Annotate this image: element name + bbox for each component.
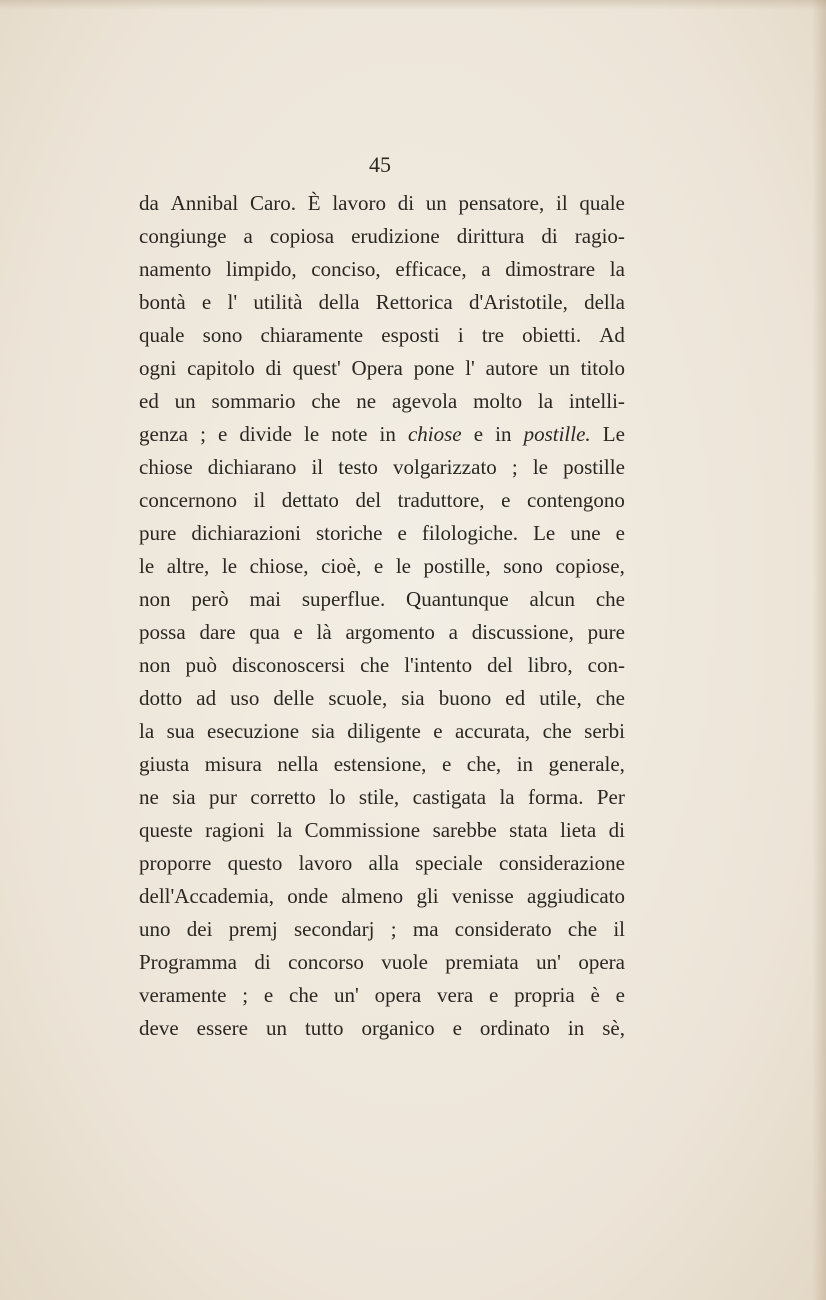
text-line: ed un sommario che ne agevola molto la intelli- bbox=[139, 389, 625, 413]
text-line: bontà e l' utilità della Rettorica d'Aristotile, della bbox=[139, 290, 625, 314]
text-line: concernono il dettato del traduttore, e contengono bbox=[139, 488, 625, 512]
page-edge-top bbox=[0, 0, 826, 10]
text-line: proporre questo lavoro alla speciale considerazione bbox=[139, 851, 625, 875]
text-line: namento limpido, conciso, efficace, a dimostrare la bbox=[139, 257, 625, 281]
text-line: ne sia pur corretto lo stile, castigata la forma. Per bbox=[139, 785, 625, 809]
text-line: da Annibal Caro. È lavoro di un pensatore, il quale bbox=[139, 191, 625, 215]
text-line: le altre, le chiose, cioè, e le postille, sono copiose, bbox=[139, 554, 625, 578]
text-line: deve essere un tutto organico e ordinato in sè, bbox=[139, 1016, 625, 1040]
text-line: pure dichiarazioni storiche e filologiche. Le une e bbox=[139, 521, 625, 545]
text-line: chiose dichiarano il testo volgarizzato ; le postille bbox=[139, 455, 625, 479]
page-edge-right bbox=[812, 0, 826, 1300]
text-line: veramente ; e che un' opera vera e propria è e bbox=[139, 983, 625, 1007]
body-text bbox=[139, 187, 625, 1045]
text-line: giusta misura nella estensione, e che, in generale, bbox=[139, 752, 625, 776]
text-line: congiunge a copiosa erudizione dirittura di ragio- bbox=[139, 224, 625, 248]
text-line: la sua esecuzione sia diligente e accurata, che serbi bbox=[139, 719, 625, 743]
text-line: ogni capitolo di quest' Opera pone l' autore un titolo bbox=[139, 356, 625, 380]
text-line: dell'Accademia, onde almeno gli venisse aggiudicato bbox=[139, 884, 625, 908]
text-line: possa dare qua e là argomento a discussione, pure bbox=[139, 620, 625, 644]
text-line: dotto ad uso delle scuole, sia buono ed utile, che bbox=[139, 686, 625, 710]
text-line: queste ragioni la Commissione sarebbe stata lieta di bbox=[139, 818, 625, 842]
text-line: quale sono chiaramente esposti i tre obietti. Ad bbox=[139, 323, 625, 347]
text-line: non può disconoscersi che l'intento del libro, con- bbox=[139, 653, 625, 677]
text-line: genza ; e divide le note in chiose e in postille. Le bbox=[139, 422, 625, 446]
text-line: uno dei premj secondarj ; ma considerato che il bbox=[139, 917, 625, 941]
text-line: Programma di concorso vuole premiata un' opera bbox=[139, 950, 625, 974]
text-line: non però mai superflue. Quantunque alcun che bbox=[139, 587, 625, 611]
page-number: 45 bbox=[369, 152, 391, 177]
